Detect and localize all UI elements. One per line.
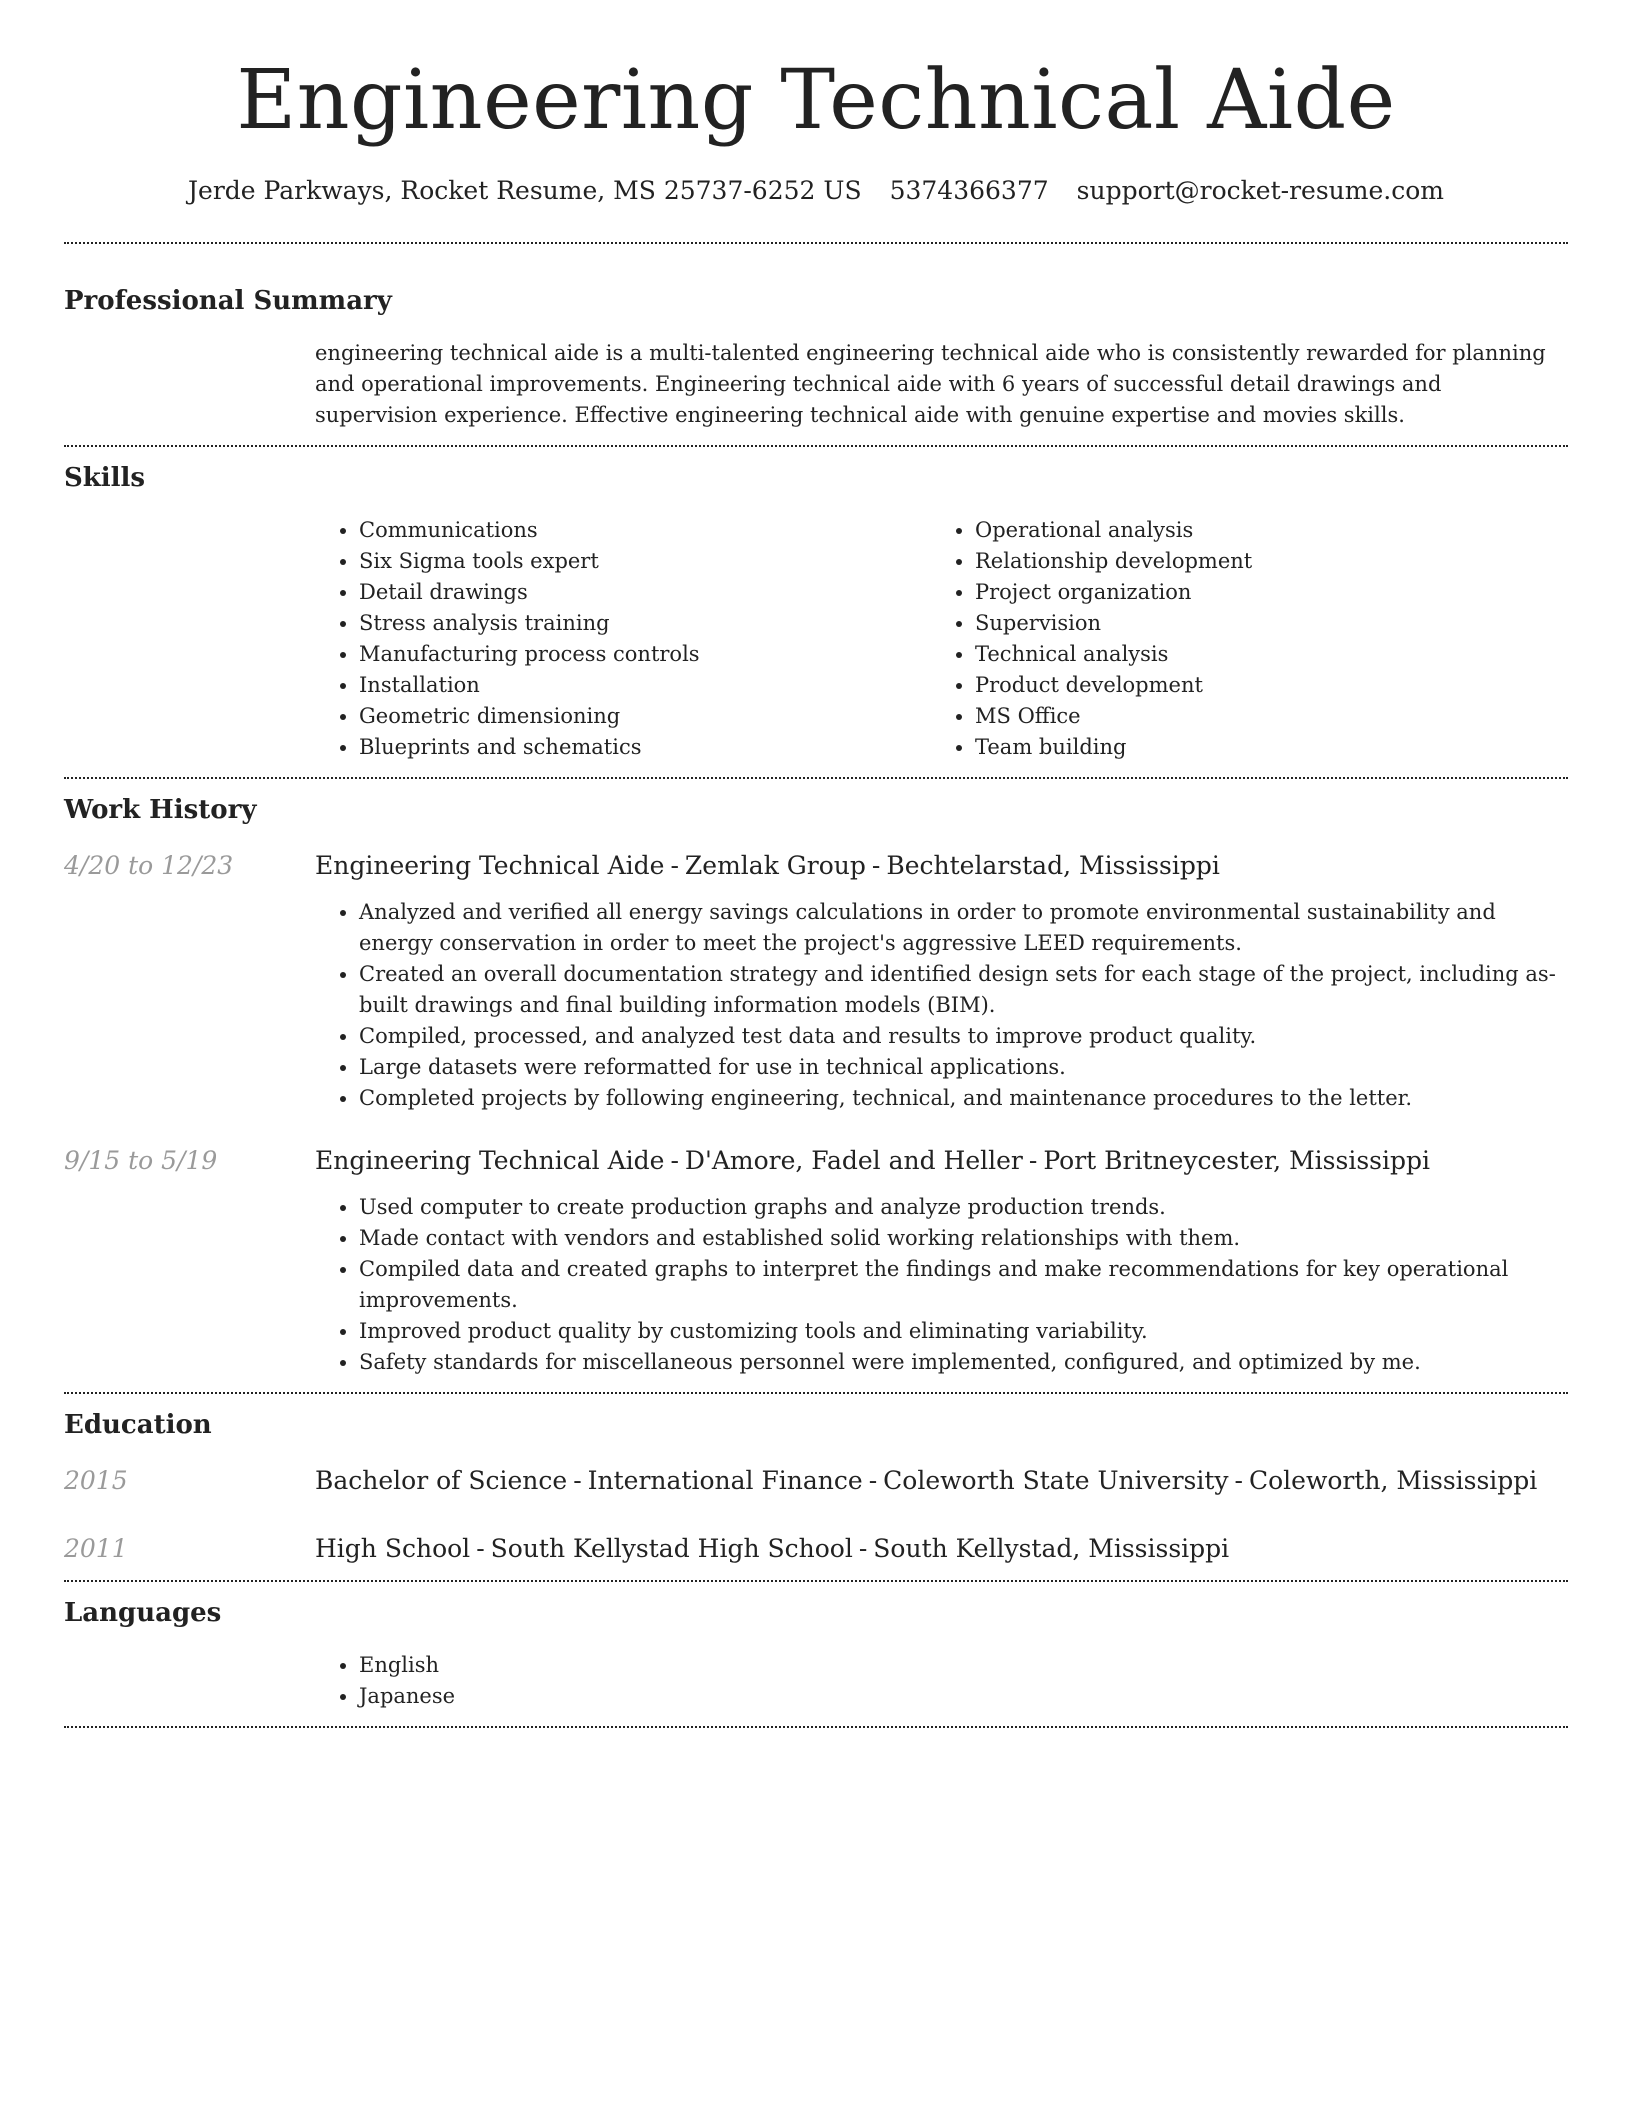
languages-section <box>64 1582 1568 1726</box>
job-bullet: • Used computer to create production graphs and analyze production trends. <box>359 1192 1568 1223</box>
education-year: 2011 <box>64 1534 128 1563</box>
job-bullet: • Analyzed and verified all energy savings calculations in order to promote environmental sustainability and energy conservation in order to meet the project's aggressive LEED requirements. <box>359 897 1568 959</box>
separator: - <box>858 1534 868 1563</box>
education-location: South Kellystad, Mississippi <box>873 1534 1230 1563</box>
job-company: D'Amore, Fadel and Heller <box>684 1146 1023 1175</box>
skill-item: • Stress analysis training <box>359 608 931 639</box>
skills-list-left <box>315 515 931 763</box>
job-bullet: • Safety standards for miscellaneous personnel were implemented, configured, and optimized by me. <box>359 1347 1568 1378</box>
language-item: • English <box>359 1650 1568 1681</box>
job-bullet: • Compiled, processed, and analyzed test data and results to improve product quality. <box>359 1021 1568 1052</box>
skill-item: • Six Sigma tools expert <box>359 546 931 577</box>
job-bullet: • Created an overall documentation strategy and identified design sets for each stage of the project, including as-built drawings and final building information models (BIM). <box>359 959 1568 1021</box>
skill-item: • Manufacturing process controls <box>359 639 931 670</box>
skills-column-right <box>931 515 1547 763</box>
summary-heading: Professional Summary <box>64 286 392 316</box>
job-company: Zemlak Group <box>684 851 866 880</box>
resume-title: Engineering Technical Aide <box>236 53 1396 148</box>
job-location: Port Britneycester, Mississippi <box>1043 1146 1430 1175</box>
languages-list <box>315 1650 1568 1712</box>
separator: - <box>1028 1146 1038 1175</box>
languages-content <box>315 1630 1568 1726</box>
skill-item: • Communications <box>359 515 931 546</box>
skills-grid <box>315 495 1568 777</box>
separator: - <box>573 1466 582 1495</box>
job-dates: 9/15 to 5/19 <box>64 1146 218 1175</box>
separator: - <box>476 1534 485 1563</box>
job-location: Bechtelarstad, Mississippi <box>886 851 1220 880</box>
education-year: 2015 <box>64 1466 128 1495</box>
skill-item: • Blueprints and schematics <box>359 732 931 763</box>
job-bullet: • Made contact with vendors and established solid working relationships with them. <box>359 1223 1568 1254</box>
skill-item: • MS Office <box>975 701 1547 732</box>
education-degree: High School <box>315 1534 471 1563</box>
divider <box>64 1726 1568 1728</box>
job-bullet: • Completed projects by following engineering, technical, and maintenance procedures to the letter. <box>359 1083 1568 1114</box>
summary-text: engineering technical aide is a multi-talented engineering technical aide who is consistently rewarded for planning and operational improvements. Engineering technical aide with 6 years of successful detail drawings and supervision experience. Effective engineering technical aide with genuine expertise and movies skills. <box>315 341 1546 427</box>
job-bullets <box>315 897 1568 1114</box>
contact-address: Jerde Parkways, Rocket Resume, MS 25737-6252 US <box>188 176 862 205</box>
skills-column-left <box>315 515 931 763</box>
contact-line <box>64 174 1568 208</box>
job-bullet: • Large datasets were reformatted for use in technical applications. <box>359 1052 1568 1083</box>
job-entry <box>64 1144 1568 1392</box>
work-history-heading: Work History <box>64 795 257 825</box>
contact-phone: 5374366377 <box>889 176 1049 205</box>
job-bullets <box>315 1192 1568 1378</box>
summary-section <box>64 244 1568 445</box>
job-bullet: • Compiled data and created graphs to interpret the findings and make recommendations for key operational improvements. <box>359 1254 1568 1316</box>
skill-item: • Project organization <box>975 577 1547 608</box>
skill-item: • Product development <box>975 670 1547 701</box>
languages-heading: Languages <box>64 1598 222 1628</box>
skill-item: • Technical analysis <box>975 639 1547 670</box>
skill-item: • Relationship development <box>975 546 1547 577</box>
education-heading: Education <box>64 1410 212 1440</box>
job-bullet: • Improved product quality by customizing tools and eliminating variability. <box>359 1316 1568 1347</box>
education-entry <box>64 1498 1568 1580</box>
education-school: Coleworth State University <box>883 1466 1229 1495</box>
separator: - <box>670 1146 679 1175</box>
skills-heading: Skills <box>64 463 146 493</box>
education-header <box>315 1464 1568 1498</box>
education-header <box>315 1532 1568 1566</box>
job-title: Engineering Technical Aide <box>315 851 665 880</box>
skills-section <box>64 447 1568 777</box>
job-title: Engineering Technical Aide <box>315 1146 665 1175</box>
skill-item: • Supervision <box>975 608 1547 639</box>
skills-list-right <box>931 515 1547 763</box>
job-header <box>315 1144 1568 1178</box>
job-header <box>315 849 1568 883</box>
skill-item: • Installation <box>359 670 931 701</box>
separator: - <box>1234 1466 1243 1495</box>
separator: - <box>871 851 881 880</box>
skill-item: • Operational analysis <box>975 515 1547 546</box>
education-location: Coleworth, Mississippi <box>1248 1466 1538 1495</box>
education-entry <box>64 1442 1568 1498</box>
separator: - <box>868 1466 878 1495</box>
skill-item: • Detail drawings <box>359 577 931 608</box>
skill-item: • Team building <box>975 732 1547 763</box>
job-entry <box>64 827 1568 1144</box>
job-dates: 4/20 to 12/23 <box>64 851 234 880</box>
language-item: • Japanese <box>359 1681 1568 1712</box>
education-field: International Finance <box>587 1466 863 1495</box>
education-degree: Bachelor of Science <box>315 1466 568 1495</box>
contact-email: support@rocket-resume.com <box>1076 176 1444 205</box>
work-history-section <box>64 779 1568 1392</box>
separator: - <box>670 851 679 880</box>
education-section <box>64 1394 1568 1580</box>
skill-item: • Geometric dimensioning <box>359 701 931 732</box>
education-school: South Kellystad High School <box>490 1534 853 1563</box>
